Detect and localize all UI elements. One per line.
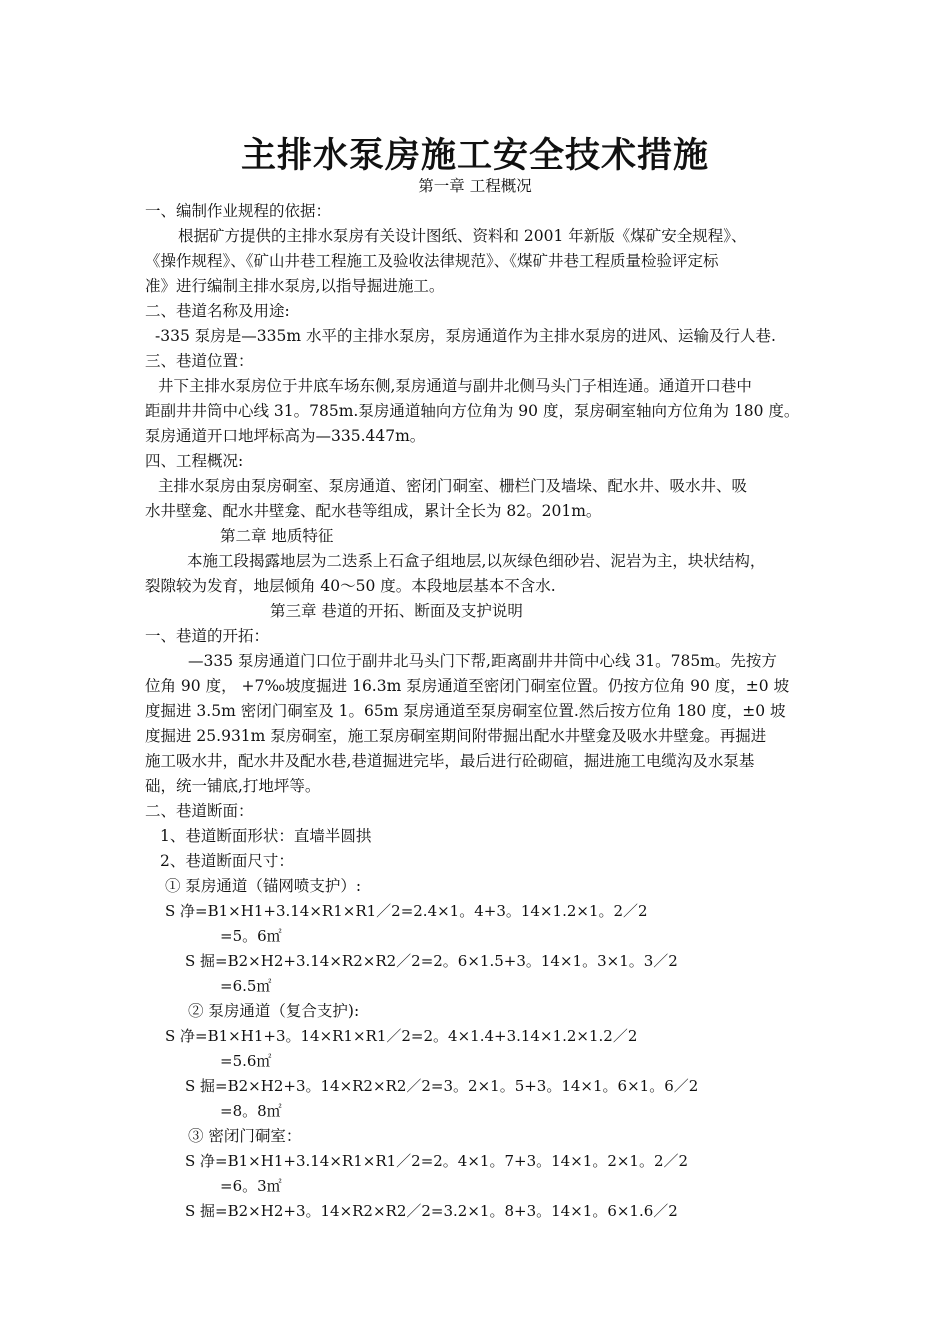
formula-line: S 掘=B2×H2+3.14×R2×R2／2=2。6×1.5+3。14×1。3×1。3／2 (185, 952, 678, 970)
paragraph-line: 裂隙较为发育，地层倾角 40～50 度。本段地层基本不含水. (145, 577, 556, 595)
formula-result: =6.5㎡ (220, 977, 272, 995)
paragraph-line: 度掘进 25.931m 泵房硐室，施工泵房硐室期间附带掘出配水井壁龛及吸水井壁龛。再掘进 (145, 727, 767, 745)
paragraph-line: 准》进行编制主排水泵房,以指导掘进施工。 (145, 277, 445, 295)
chapter1-heading: 第一章 工程概况 (418, 177, 532, 195)
section-heading: 三、巷道位置： (145, 352, 254, 370)
subsection-heading: ② 泵房通道（复合支护): (188, 1002, 360, 1020)
list-item: 2、巷道断面尺寸： (160, 852, 294, 870)
formula-line: S 净=B1×H1+3.14×R1×R1／2=2.4×1。4+3。14×1.2×1。2／2 (165, 902, 648, 920)
formula-line: S 掘=B2×H2+3。14×R2×R2／2=3.2×1。8+3。14×1。6×1.6／2 (185, 1202, 678, 1220)
paragraph-line: 泵房通道开口地坪标高为—335.447m。 (145, 427, 426, 445)
paragraph-line: 根据矿方提供的主排水泵房有关设计图纸、资料和 2001 年新版《煤矿安全规程》、 (178, 227, 747, 245)
paragraph-line: 《操作规程》、《矿山井巷工程施工及验收法律规范》、《煤矿井巷工程质量检验评定标 (145, 252, 719, 270)
paragraph-line: 位角 90 度， +7‰坡度掘进 16.3m 泵房通道至密闭门硐室位置。仍按方位角 90 度，±0 坡 (145, 677, 790, 695)
paragraph-line: 本施工段揭露地层为二迭系上石盒子组地层,以灰绿色细砂岩、泥岩为主，块状结构， (187, 552, 766, 570)
section-heading: 二、巷道断面： (145, 802, 254, 820)
formula-result: =6。3㎡ (220, 1177, 282, 1195)
paragraph-line: 距副井井筒中心线 31。785m.泵房通道轴向方位角为 90 度，泵房硐室轴向方位角为 180 度。 (145, 402, 800, 420)
subsection-heading: ① 泵房通道（锚网喷支护）: (165, 877, 362, 895)
paragraph-line: 施工吸水井，配水井及配水巷,巷道掘进完毕，最后进行砼砌碹，掘进施工电缆沟及水泵基 (145, 752, 755, 770)
document-title: 主排水泵房施工安全技术措施 (240, 136, 709, 176)
paragraph-line: 主排水泵房由泵房硐室、泵房通道、密闭门硐室、栅栏门及墙垛、配水井、吸水井、吸 (158, 477, 748, 495)
paragraph-line: 井下主排水泵房位于井底车场东侧,泵房通道与副井北侧马头门子相连通。通道开口巷中 (158, 377, 752, 395)
subsection-heading: ③ 密闭门硐室： (188, 1127, 302, 1145)
section-heading: 一、巷道的开拓： (145, 627, 270, 645)
paragraph-line: 水井壁龛、配水井壁龛、配水巷等组成，累计全长为 82。201m。 (145, 502, 602, 520)
paragraph-line: —335 泵房通道门口位于副井北马头门下帮,距离副井井筒中心线 31。785m。先按方 (188, 652, 777, 670)
formula-line: S 净=B1×H1+3.14×R1×R1／2=2。4×1。7+3。14×1。2×1。2／2 (185, 1152, 689, 1170)
paragraph-line: 础，统一铺底,打地坪等。 (145, 777, 321, 795)
list-item: 1、巷道断面形状：直墙半圆拱 (160, 827, 372, 845)
formula-result: =5。6㎡ (220, 927, 282, 945)
chapter3-heading: 第三章 巷道的开拓、断面及支护说明 (270, 602, 523, 620)
section-heading: 一、编制作业规程的依据： (145, 202, 332, 220)
section-heading: 四、工程概况: (145, 452, 244, 470)
section-heading: 二、巷道名称及用途: (145, 302, 290, 320)
paragraph-line: -335 泵房是—335m 水平的主排水泵房，泵房通道作为主排水泵房的进风、运输及行人巷. (155, 327, 776, 345)
formula-result: =8。8㎡ (220, 1102, 282, 1120)
formula-result: =5.6㎡ (220, 1052, 272, 1070)
chapter2-heading: 第二章 地质特征 (220, 527, 334, 545)
paragraph-line: 度掘进 3.5m 密闭门硐室及 1。65m 泵房通道至泵房硐室位置.然后按方位角 180 度，±0 坡 (145, 702, 786, 720)
formula-line: S 净=B1×H1+3。14×R1×R1／2=2。4×1.4+3.14×1.2×1.2／2 (165, 1027, 638, 1045)
formula-line: S 掘=B2×H2+3。14×R2×R2／2=3。2×1。5+3。14×1。6×1。6／2 (185, 1077, 699, 1095)
